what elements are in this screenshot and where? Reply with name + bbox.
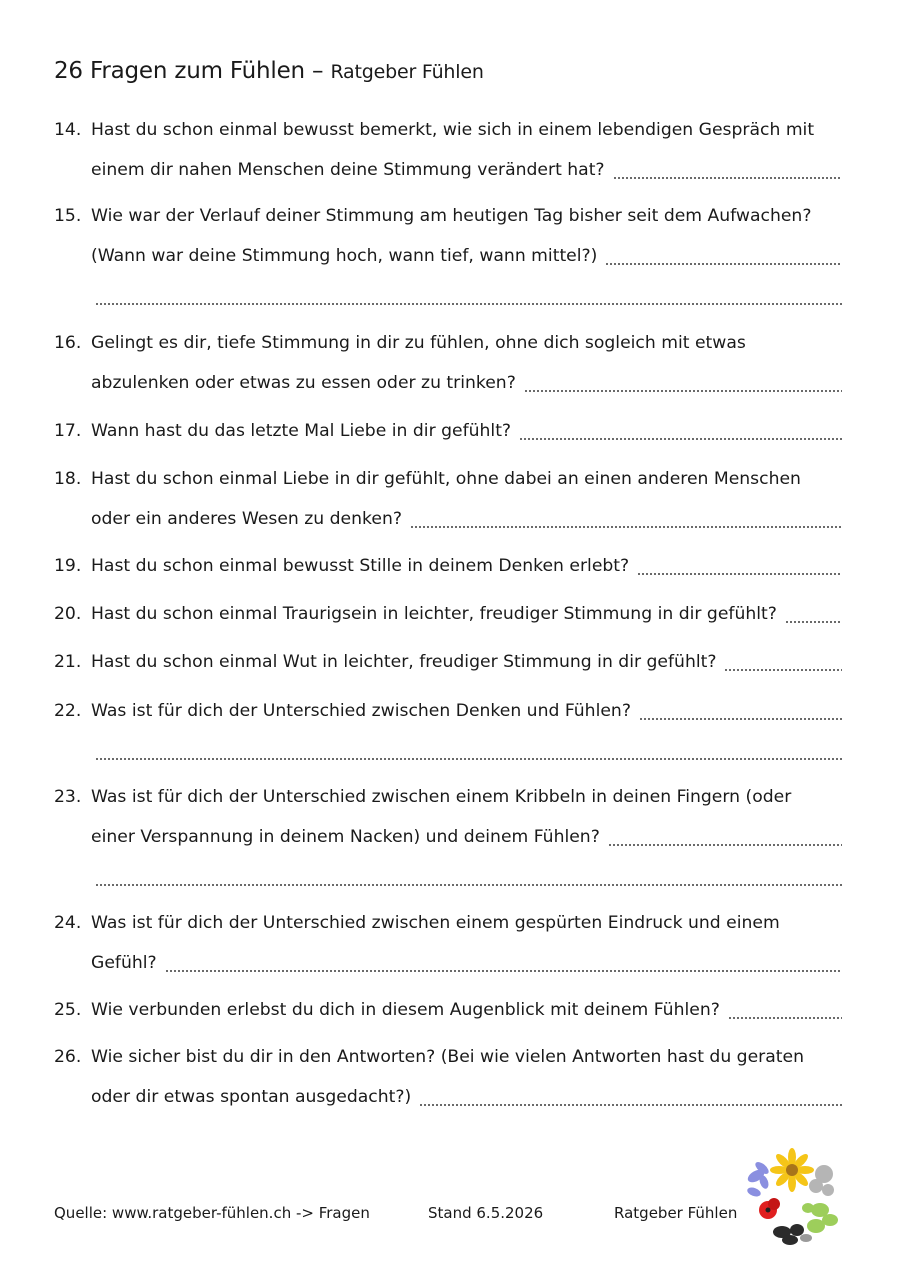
- question-19: [54, 546, 842, 586]
- question-14: [54, 110, 842, 190]
- question-number: 16.: [54, 333, 82, 353]
- question-number: 23.: [54, 787, 82, 807]
- question-text: einem dir nahen Menschen deine Stimmung verändert hat?: [91, 160, 605, 180]
- question-text: Gefühl?: [91, 953, 157, 973]
- footer-source[interactable]: Quelle: www.ratgeber-fühlen.ch -> Fragen: [54, 1204, 370, 1222]
- question-22: [54, 691, 842, 771]
- question-text: Was ist für dich der Unterschied zwischen Denken und Fühlen?: [91, 701, 631, 721]
- question-25: [54, 990, 842, 1030]
- question-number: 15.: [54, 206, 82, 226]
- question-text: einer Verspannung in deinem Nacken) und deinem Fühlen?: [91, 827, 600, 847]
- question-number: 26.: [54, 1047, 82, 1067]
- question-text: (Wann war deine Stimmung hoch, wann tief, wann mittel?): [91, 246, 598, 266]
- footer-date: Stand 6.5.2026: [428, 1204, 544, 1222]
- question-number: 14.: [54, 120, 82, 140]
- question-number: 18.: [54, 469, 82, 489]
- question-26: [54, 1037, 842, 1117]
- question-number: 21.: [54, 652, 82, 672]
- answer-line[interactable]: [724, 669, 842, 671]
- question-text: Was ist für dich der Unterschied zwischen einem Kribbeln in deinen Fingern (oder: [91, 787, 792, 807]
- answer-line[interactable]: [613, 177, 842, 179]
- question-number: 24.: [54, 913, 82, 933]
- page-title: [54, 58, 484, 84]
- question-23: [54, 777, 842, 897]
- answer-line[interactable]: [639, 718, 842, 720]
- footer-brand: Ratgeber Fühlen: [614, 1204, 738, 1222]
- answer-line[interactable]: [95, 758, 842, 760]
- question-number: 22.: [54, 701, 82, 721]
- question-text: Gelingt es dir, tiefe Stimmung in dir zu fühlen, ohne dich sogleich mit etwas: [91, 333, 746, 353]
- answer-line[interactable]: [95, 884, 842, 886]
- question-text: Hast du schon einmal Traurigsein in leichter, freudiger Stimmung in dir gefühlt?: [91, 604, 777, 624]
- answer-line[interactable]: [637, 573, 842, 575]
- answer-line[interactable]: [728, 1017, 842, 1019]
- title-subtitle: Ratgeber Fühlen: [330, 61, 484, 83]
- flower-bouquet-icon: [742, 1148, 842, 1248]
- question-text: oder ein anderes Wesen zu denken?: [91, 509, 402, 529]
- question-20: [54, 594, 842, 634]
- question-text: Wann hast du das letzte Mal Liebe in dir gefühlt?: [91, 421, 512, 441]
- answer-line[interactable]: [419, 1104, 842, 1106]
- question-16: [54, 323, 842, 403]
- question-text: Wie verbunden erlebst du dich in diesem Augenblick mit deinem Fühlen?: [91, 1000, 720, 1020]
- question-24: [54, 903, 842, 983]
- question-text: Was ist für dich der Unterschied zwischen einem gespürten Eindruck und einem: [91, 913, 780, 933]
- answer-line[interactable]: [519, 438, 842, 440]
- question-21: [54, 642, 842, 682]
- question-text: Hast du schon einmal bewusst bemerkt, wie sich in einem lebendigen Gespräch mit: [91, 120, 815, 140]
- question-text: Hast du schon einmal Liebe in dir gefühlt, ohne dabei an einen anderen Menschen: [91, 469, 801, 489]
- question-number: 19.: [54, 556, 82, 576]
- answer-line[interactable]: [524, 390, 842, 392]
- answer-line[interactable]: [785, 621, 842, 623]
- question-15: [54, 196, 842, 316]
- question-text: Wie war der Verlauf deiner Stimmung am heutigen Tag bisher seit dem Aufwachen?: [91, 206, 812, 226]
- question-text: Hast du schon einmal bewusst Stille in deinem Denken erlebt?: [91, 556, 630, 576]
- answer-line[interactable]: [608, 844, 842, 846]
- question-text: oder dir etwas spontan ausgedacht?): [91, 1087, 412, 1107]
- question-text: Wie sicher bist du dir in den Antworten? (Bei wie vielen Antworten hast du geraten: [91, 1047, 804, 1067]
- question-number: 17.: [54, 421, 82, 441]
- question-text: abzulenken oder etwas zu essen oder zu trinken?: [91, 373, 516, 393]
- answer-line[interactable]: [410, 526, 842, 528]
- question-18: [54, 459, 842, 539]
- question-number: 20.: [54, 604, 82, 624]
- answer-line[interactable]: [605, 263, 842, 265]
- question-number: 25.: [54, 1000, 82, 1020]
- question-text: Hast du schon einmal Wut in leichter, freudiger Stimmung in dir gefühlt?: [91, 652, 717, 672]
- answer-line[interactable]: [95, 303, 842, 305]
- question-17: [54, 411, 842, 451]
- answer-line[interactable]: [165, 970, 842, 972]
- title-main: 26 Fragen zum Fühlen –: [54, 58, 324, 84]
